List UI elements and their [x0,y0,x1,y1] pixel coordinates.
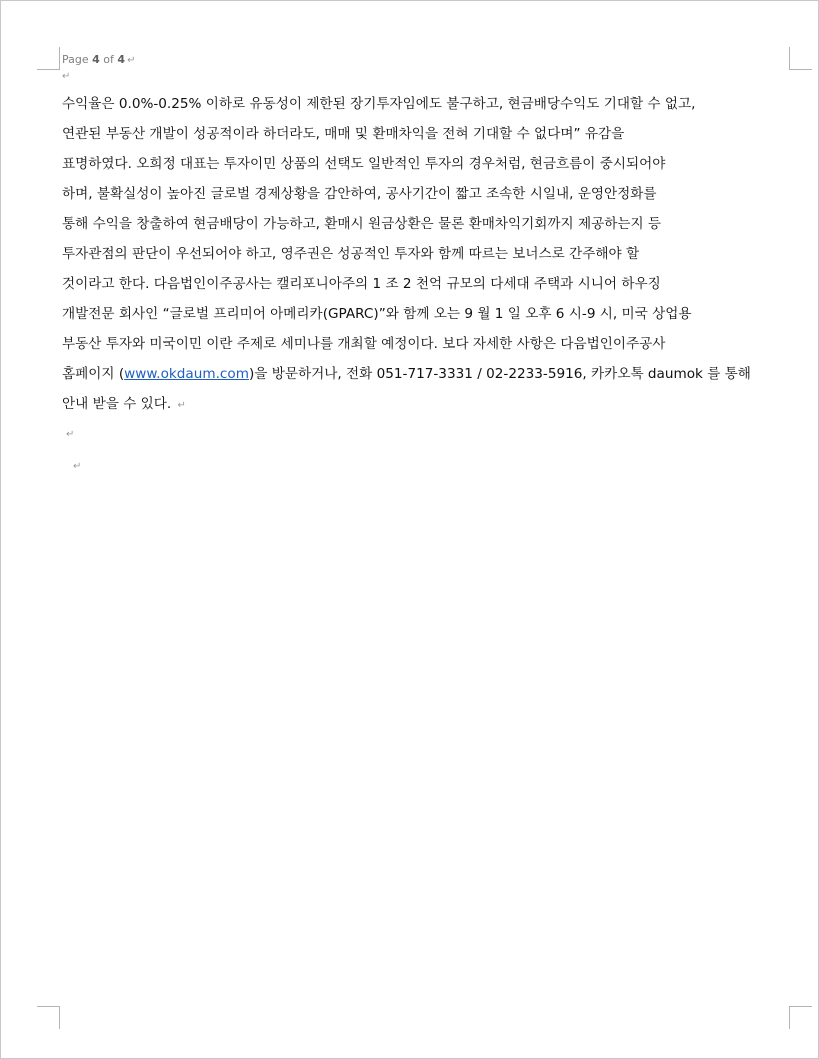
line-prefix: 홈페이지 ( [62,366,125,382]
header-page-word: Page [62,53,89,66]
text-line: 하며, 불확실성이 높아진 글로벌 경제상황을 감안하여, 공사기간이 짧고 조속한 시일내, 운영안정화를 [62,186,657,202]
line-suffix: )을 방문하거나, 전화 051-717-3331 / 02-2233-5916, 카카오톡 daumok 를 통해 [248,366,751,382]
page-header [62,53,135,66]
text-line [62,389,798,421]
header-page-total: 4 [117,53,126,66]
text-line: 통해 수익을 창출하여 현금배당이 가능하고, 환매시 원금상환은 물론 환매차익기회까지 제공하는지 등 [62,216,662,232]
closing-sentence: 안내 받을 수 있다. [62,396,176,412]
text-line: 수익율은 0.0%-0.25% 이하로 유동성이 제한된 장기투자임에도 불구하고, 현금배당수익도 기대할 수 없고, [62,96,696,112]
website-link[interactable]: www.okdaum.com [124,366,249,382]
paragraph-mark-icon: ↵ [177,400,186,411]
text-line [62,359,798,389]
text-line: 부동산 투자와 미국이민 이란 주제로 세미나를 개최할 예정이다. 보다 자세한 사항은 다음법인이주공사 [62,336,666,352]
crop-mark-top-left [37,47,60,70]
text-line: 것이라고 한다. 다음법인이주공사는 캘리포니아주의 1 조 2 천억 규모의 다세대 주택과 시니어 하우징 [62,276,661,292]
paragraph-mark-icon: ↵ [66,429,75,440]
paragraph-mark-icon: ↵ [73,461,82,472]
text-line: 표명하였다. 오희정 대표는 투자이민 상품의 선택도 일반적인 투자의 경우처럼, 현금흐름이 중시되어야 [62,156,666,172]
paragraph-mark-icon: ↵ [62,71,71,82]
header-of-word: of [103,53,114,66]
crop-mark-bottom-right [789,1006,812,1029]
crop-mark-bottom-left [37,1006,60,1029]
text-line: 투자관점의 판단이 우선되어야 하고, 영주권은 성공적인 투자와 함께 따르는 보너스로 간주해야 할 [62,246,640,262]
body-paragraph [62,89,798,421]
crop-mark-top-right [789,47,812,70]
text-line: 연관된 부동산 개발이 성공적이라 하더라도, 매매 및 환매차익을 전혀 기대할 수 없다며” 유감을 [62,126,625,142]
header-page-current: 4 [92,53,100,66]
text-line: 개발전문 회사인 “글로벌 프리미어 아메리카(GPARC)”와 함께 오는 9 월 1 일 오후 6 시-9 시, 미국 상업용 [62,306,692,322]
paragraph-mark-icon: ↵ [127,55,136,66]
